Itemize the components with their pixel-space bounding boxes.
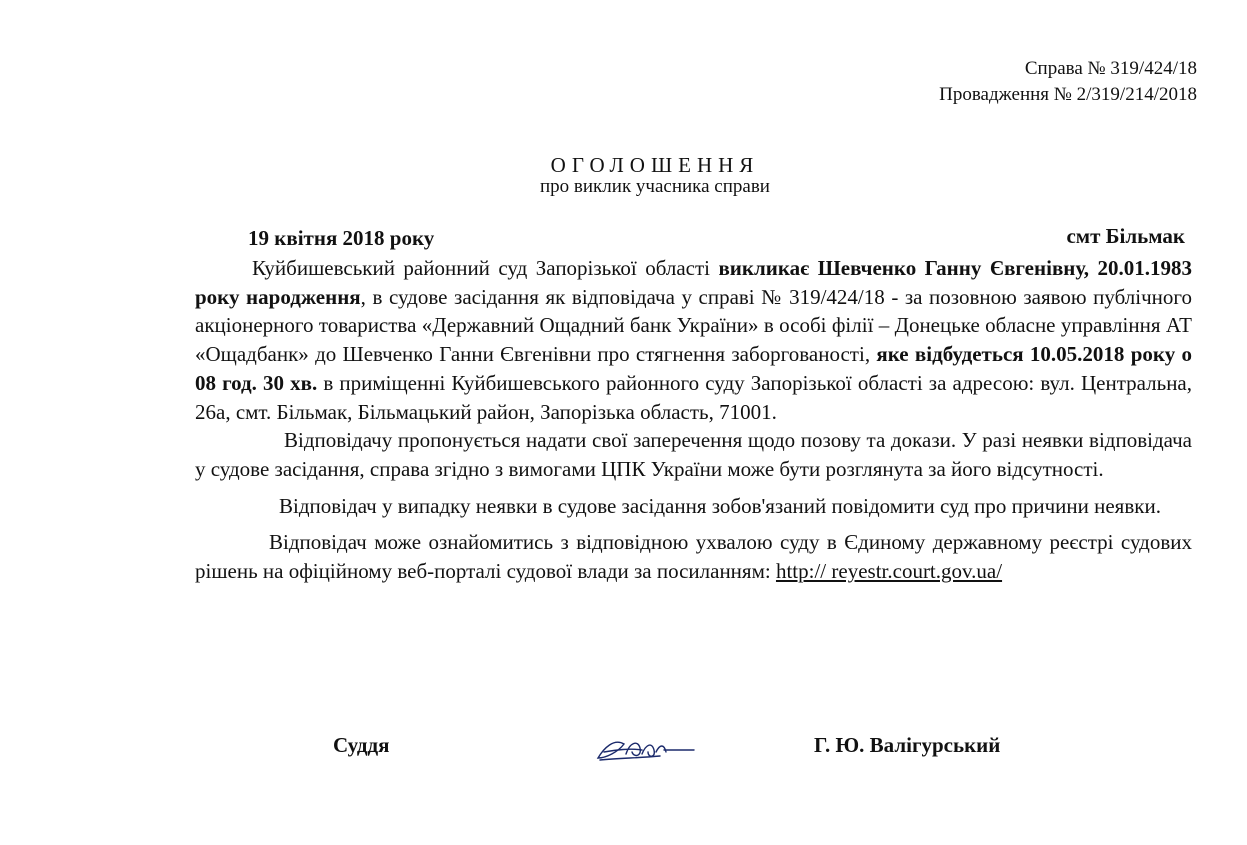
document-body xyxy=(195,254,1192,586)
paragraph-summons-text-2: , в судове засідання як відповідача у справі № 319/424/18 - за позовною заявою публічного акціонерного товариства «Державний Ощадний банк України» в особі філії – Донецьке обласне управління АТ «Ощадбанк» до Шевченко Ганни Євгенівни про стягнення заборгованості, xyxy=(195,284,1192,367)
signature-title: Суддя xyxy=(333,733,390,757)
paragraph-objections: Відповідачу пропонується надати свої заперечення щодо позову та докази. У разі неявки відповідача у судове засідання, справа згідно з вимогами ЦПК України може бути розглянута за його відсутності. xyxy=(195,428,1192,481)
paragraph-summons-text-1: Куйбишевський районний суд Запорізької області xyxy=(252,256,719,280)
case-number: Справа № 319/424/18 xyxy=(1024,58,1197,79)
judge-name: Г. Ю. Валігурський xyxy=(814,733,1001,757)
proceeding-number: Провадження № 2/319/214/2018 xyxy=(939,84,1197,105)
handwritten-signature xyxy=(590,728,700,768)
case-reference xyxy=(939,56,1197,108)
title-block xyxy=(0,154,1247,198)
paragraph-registry xyxy=(195,528,1192,585)
paragraph-registry-text: Відповідач може ознайомитись з відповідною ухвалою суду в Єдиному державному реєстрі судових рішень на офіційному веб-порталі судової влади за посиланням: xyxy=(195,530,1192,584)
paragraph-summons-text-3: в приміщенні Куйбишевського районного суду Запорізької області за адресою: вул. Центральна, 26а, смт. Більмак, Більмацький район, Запорізька область, 71001. xyxy=(195,370,1193,424)
document-subtitle: про виклик учасника справи xyxy=(540,176,770,197)
document-place: смт Більмак xyxy=(1066,224,1185,248)
paragraph-summons-hearing-time: яке відбудеться 10.05.2018 року о 08 год. 30 хв. xyxy=(195,342,1192,395)
registry-link[interactable]: http:// reyestr.court.gov.ua/ xyxy=(775,559,1003,584)
paragraph-absence-notice: Відповідач у випадку неявки в судове засідання зобов'язаний повідомити суд про причини неявки. xyxy=(279,493,1161,518)
document-date: 19 квітня 2018 року xyxy=(248,226,435,250)
paragraph-summons xyxy=(195,254,1192,426)
paragraph-summons-defendant: викликає Шевченко Ганну Євгенівну, 20.01.1983 року народження xyxy=(195,256,1192,309)
document-title: ОГОЛОШЕННЯ xyxy=(550,153,760,177)
